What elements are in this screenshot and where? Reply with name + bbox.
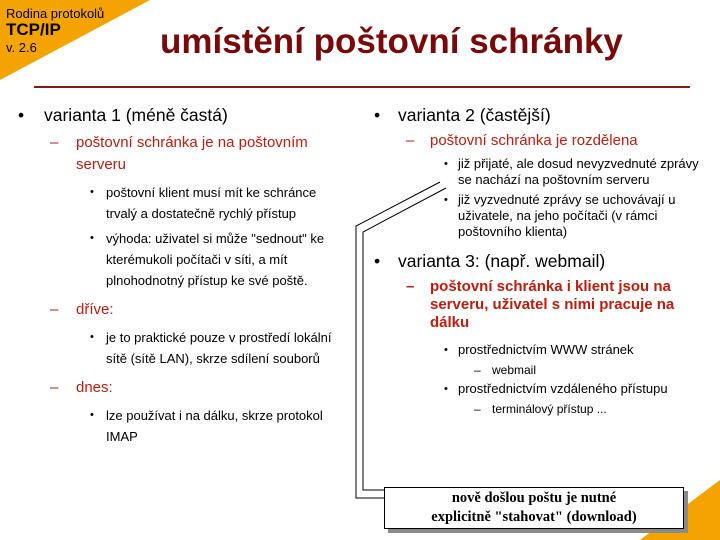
subpoint-item: – webmail <box>474 363 537 377</box>
dash-icon: – <box>474 363 481 377</box>
list-item-variant2: • varianta 2 (častější) <box>374 105 551 125</box>
bullet-icon: • <box>90 186 94 198</box>
subitem-variant3: – poštovní schránka i klient jsou na serveru, uživatel s nimi pracuje na dálku <box>406 278 675 331</box>
subitem-variant1: – poštovní schránka je na poštovním serveru <box>50 134 308 173</box>
point-item: • je to praktické pouze v prostředí lokální sítě (sítě LAN), skrze sdílení souborů <box>14 327 344 369</box>
list-item-variant3: • varianta 3: (např. webmail) <box>374 251 606 271</box>
subpoint-item: – terminálový přístup ... <box>474 402 607 416</box>
point-item: • prostřednictvím WWW stránek <box>444 342 634 357</box>
dash-icon: – <box>406 278 415 295</box>
bullet-icon: • <box>90 232 94 244</box>
point-item: • výhoda: uživatel si může "sednout" ke kterémukoli počítači v síti, a mít plnohodnotný přístup ke své poště. <box>14 228 344 291</box>
badge-series-name: Rodina protokolů <box>6 6 105 21</box>
point-item: • již přijaté, ale dosud nevyzvednuté zprávy se nachází na poštovním serveru <box>444 156 699 187</box>
point-item: • již vyzvednuté zprávy se uchovávají u uživatele, na jeho počítači (v rámci poštovního klienta) <box>444 192 676 239</box>
callout-box <box>384 487 684 529</box>
bullet-icon: • <box>444 194 448 206</box>
dash-icon: – <box>50 379 59 396</box>
bullet-icon: • <box>374 105 381 125</box>
dash-icon: – <box>50 134 59 151</box>
bullet-icon: • <box>374 251 381 271</box>
dash-icon: – <box>406 132 415 149</box>
point-item: • lze používat i na dálku, skrze protokol IMAP <box>14 405 344 447</box>
subitem-drive: – dříve: <box>14 299 344 321</box>
bullet-icon: • <box>444 158 448 170</box>
callout-line: explicitně "stahovat" (download) <box>431 509 637 525</box>
subitem-dnes: – dnes: <box>14 377 344 399</box>
badge-protocol: TCP/IP <box>6 20 61 39</box>
point-item: • poštovní klient musí mít ke schránce trvalý a dostatečně rychlý přístup <box>14 182 344 224</box>
slide-title: umístění poštovní schránky <box>160 22 623 61</box>
right-column <box>370 104 710 420</box>
dash-icon: – <box>474 402 481 416</box>
bullet-icon: • <box>444 344 448 356</box>
dash-icon: – <box>50 301 59 318</box>
callout-line: nově došlou poštu je nutné <box>451 490 617 506</box>
bullet-icon: • <box>90 409 94 421</box>
left-column <box>14 104 344 451</box>
bullet-icon: • <box>444 383 448 395</box>
point-item: • prostřednictvím vzdáleného přístupu <box>444 381 668 396</box>
badge-version: v. 2.6 <box>6 40 37 55</box>
subitem-variant2: – poštovní schránka je rozdělena <box>406 132 638 149</box>
title-divider <box>34 86 690 88</box>
bullet-icon: • <box>18 105 25 125</box>
list-item-variant1: • varianta 1 (méně častá) <box>18 105 228 125</box>
bullet-icon: • <box>90 331 94 343</box>
